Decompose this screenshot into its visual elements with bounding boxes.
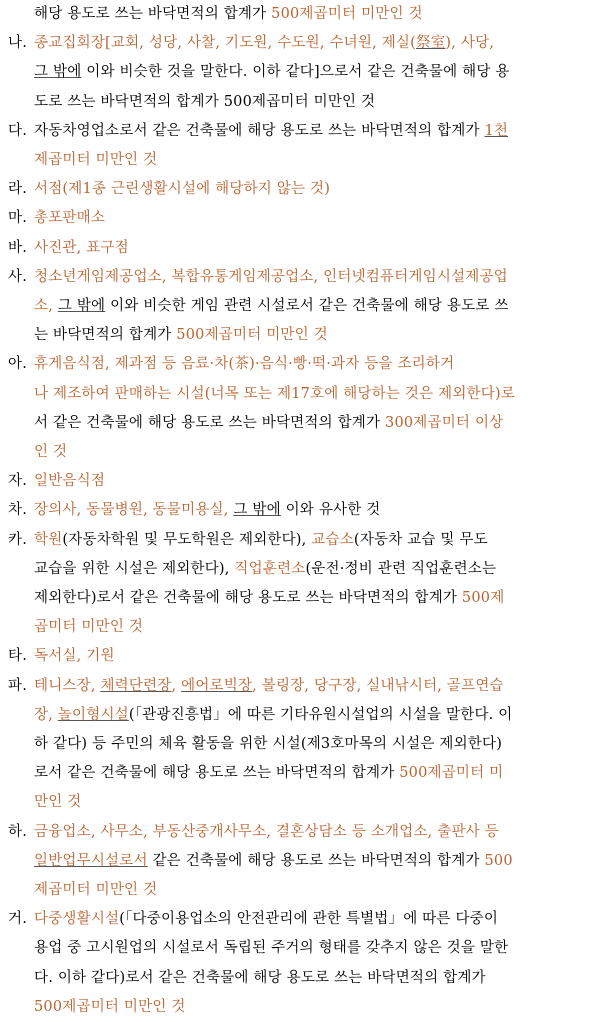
item-marker: 사. bbox=[8, 268, 28, 285]
item-marker: 마. bbox=[8, 210, 28, 227]
document-line bbox=[0, 934, 613, 963]
amended-text: ), 사당, bbox=[445, 35, 495, 52]
document-line bbox=[0, 788, 613, 817]
amended-text: 만인 것 bbox=[34, 794, 82, 811]
amended-text: 나 제조하여 판매하는 시설(너목 또는 제17호에 해당하는 것은 제외한다)로 bbox=[34, 385, 516, 402]
item-marker: 바. bbox=[8, 239, 28, 256]
line-text bbox=[34, 234, 129, 263]
document-line bbox=[0, 818, 613, 847]
body-text: 서 같은 건축물에 해당 용도로 쓰는 바닥면적의 합계가 bbox=[34, 414, 386, 431]
document-line bbox=[0, 642, 613, 671]
document-line bbox=[0, 321, 613, 350]
line-text bbox=[34, 526, 488, 555]
line-text bbox=[34, 350, 454, 379]
document-line bbox=[0, 409, 613, 438]
line-text bbox=[34, 672, 504, 701]
line-text bbox=[34, 584, 504, 613]
amended-text: 소, bbox=[34, 298, 58, 314]
line-text bbox=[34, 321, 328, 350]
amended-text: 종교집회장[교회, 성당, 사찰, 기도원, 수도원, 수녀원, 제실( bbox=[34, 35, 416, 52]
line-text bbox=[34, 263, 508, 292]
amended-text: 500제곱미터 미만인 것 bbox=[34, 998, 186, 1015]
line-text bbox=[34, 818, 499, 847]
body-text: (자동차 교습 및 무도 bbox=[353, 531, 488, 548]
line-text bbox=[34, 701, 513, 730]
document-line bbox=[0, 467, 613, 496]
amended-text: 다중생활시설 bbox=[34, 911, 120, 928]
body-text: 자동차영업소로서 같은 건축물에 해당 용도로 쓰는 바닥면적의 합계가 bbox=[34, 122, 485, 139]
amended-text: 1천 bbox=[484, 122, 509, 139]
amended-text: 금융업소, 사무소, 부동산중개사무소, 결혼상담소 등 소개업소, 출판사 등 bbox=[34, 823, 499, 840]
amended-text: 체력단련장 bbox=[100, 677, 172, 694]
amended-text: 청소년게임제공업소, 복합유통게임제공업소, 인터넷컴퓨터게임시설제공업 bbox=[34, 268, 508, 285]
amended-text: 500 bbox=[484, 852, 513, 869]
body-text: 이와 유사한 것 bbox=[280, 502, 381, 519]
amended-text: 300제곱미터 이상 bbox=[385, 414, 504, 431]
document-line bbox=[0, 876, 613, 905]
amended-text: 곱미터 미만인 것 bbox=[34, 619, 144, 636]
item-marker: 나. bbox=[8, 35, 28, 52]
amended-text: 장, bbox=[34, 706, 58, 723]
document-line bbox=[0, 204, 613, 233]
amended-text: 놀이형시설 bbox=[57, 706, 129, 723]
document-line bbox=[0, 263, 613, 292]
line-text bbox=[34, 380, 515, 409]
line-text bbox=[34, 292, 509, 321]
line-text bbox=[34, 730, 502, 759]
line-text bbox=[34, 642, 115, 671]
amended-text: 500제곱미터 미만인 것 bbox=[176, 327, 328, 344]
body-text: 그 밖에 bbox=[57, 298, 106, 314]
item-marker: 카. bbox=[8, 531, 28, 548]
amended-text: 일반음식점 bbox=[34, 473, 106, 490]
line-text bbox=[34, 993, 186, 1022]
line-text bbox=[34, 117, 508, 146]
amended-text: 제곱미터 미만인 것 bbox=[34, 152, 158, 168]
body-text: 용업 중 고시원업의 시설로서 독립된 주거의 형태를 갖추지 않은 것을 말한 bbox=[34, 940, 509, 957]
document-line bbox=[0, 58, 613, 87]
amended-text: 인 것 bbox=[34, 444, 68, 460]
amended-text: 직업훈련소 bbox=[234, 560, 306, 577]
line-text bbox=[34, 175, 330, 204]
line-text bbox=[34, 409, 503, 438]
line-text bbox=[34, 847, 513, 876]
item-marker: 차. bbox=[8, 502, 28, 519]
body-text: 다. 이하 같다)로서 같은 건축물에 해당 용도로 쓰는 바닥면적의 합계가 bbox=[34, 969, 486, 986]
body-text: 하 같다) 등 주민의 체육 활동을 위한 시설(제3호마목의 시설은 제외한다) bbox=[34, 736, 503, 752]
body-text: 이와 비슷한 것을 말한다. 이하 같다]으로서 같은 건축물에 해당 용 bbox=[81, 64, 510, 81]
item-marker: 라. bbox=[8, 181, 28, 198]
amended-text: 테니스장, bbox=[34, 677, 101, 694]
body-text: 그 밖에 bbox=[34, 64, 82, 81]
line-text bbox=[34, 934, 508, 963]
item-marker: 파. bbox=[8, 677, 28, 694]
amended-text: 학원 bbox=[34, 531, 63, 548]
body-text: 교습을 위한 시설은 제외한다), bbox=[34, 560, 235, 577]
amended-text: 장의사, 동물병원, 동물미용실, bbox=[34, 502, 234, 519]
line-text bbox=[34, 905, 498, 934]
line-text bbox=[34, 759, 503, 788]
document-line bbox=[0, 117, 613, 146]
line-text bbox=[34, 876, 157, 905]
document-line bbox=[0, 146, 613, 175]
line-text bbox=[34, 438, 67, 467]
document-line bbox=[0, 380, 613, 409]
amended-text: 제곱미터 미만인 것 bbox=[34, 882, 158, 898]
amended-text: , bbox=[171, 677, 182, 694]
amended-text: 일반업무시설로서 bbox=[34, 852, 148, 869]
document-line bbox=[0, 175, 613, 204]
amended-text: 총포판매소 bbox=[34, 210, 106, 227]
document-line bbox=[0, 88, 613, 117]
document-line bbox=[0, 847, 613, 876]
item-marker: 타. bbox=[8, 648, 28, 665]
document-line bbox=[0, 555, 613, 584]
line-text bbox=[34, 964, 486, 993]
document-line bbox=[0, 29, 613, 58]
document-line bbox=[0, 350, 613, 379]
line-text bbox=[34, 613, 143, 642]
document-line bbox=[0, 234, 613, 263]
body-text: 그 밖에 bbox=[233, 502, 281, 519]
document-line bbox=[0, 964, 613, 993]
document-line bbox=[0, 292, 613, 321]
amended-text: 휴게음식점, 제과점 등 음료·차(茶)·음식·빵·떡·과자 등을 조리하거 bbox=[34, 356, 455, 373]
document-line bbox=[0, 993, 613, 1022]
document-line bbox=[0, 496, 613, 525]
amended-text: 서점(제1종 근린생활시설에 해당하지 않는 것) bbox=[34, 181, 331, 198]
line-text bbox=[34, 146, 157, 175]
document-line bbox=[0, 730, 613, 759]
body-text: 해당 용도로 쓰는 바닥면적의 합계가 bbox=[34, 6, 272, 22]
body-text: 로서 같은 건축물에 해당 용도로 쓰는 바닥면적의 합계가 bbox=[34, 765, 400, 782]
line-text bbox=[34, 29, 494, 58]
document-line bbox=[0, 584, 613, 613]
item-marker: 자. bbox=[8, 473, 28, 490]
item-marker: 아. bbox=[8, 356, 28, 373]
document-line bbox=[0, 0, 613, 29]
amended-text: 500제곱미터 미만인 것 bbox=[271, 6, 423, 22]
body-text: 이와 비슷한 게임 관련 시설로서 같은 건축물에 해당 용도로 쓰 bbox=[105, 298, 509, 314]
amended-text: 독서실, 기원 bbox=[34, 648, 115, 665]
amended-text: 에어로빅장 bbox=[181, 677, 253, 694]
amended-text: 사진관, 표구점 bbox=[34, 239, 129, 256]
document-line bbox=[0, 613, 613, 642]
body-text: 도로 쓰는 바닥면적의 합계가 500제곱미터 미만인 것 bbox=[34, 93, 376, 110]
line-text bbox=[34, 0, 423, 29]
body-text: 같은 건축물에 해당 용도로 쓰는 바닥면적의 합계가 bbox=[147, 852, 485, 869]
line-text bbox=[34, 58, 510, 87]
document-line bbox=[0, 526, 613, 555]
amended-text: 500제곱미터 미 bbox=[399, 765, 504, 782]
document-line bbox=[0, 438, 613, 467]
amended-text: , 볼링장, 당구장, 실내낚시터, 골프연습 bbox=[252, 677, 504, 694]
line-text bbox=[34, 204, 105, 233]
body-text: 제외한다)로서 같은 건축물에 해당 용도로 쓰는 바닥면적의 합계가 bbox=[34, 590, 462, 606]
body-text: (「관광진흥법」에 따른 기타유원시설업의 시설을 말한다. 이 bbox=[128, 706, 513, 723]
body-text: (운전·정비 관련 직업훈련소는 bbox=[305, 560, 497, 577]
amended-text: 500제 bbox=[461, 590, 505, 606]
document-line bbox=[0, 701, 613, 730]
item-marker: 다. bbox=[8, 122, 28, 139]
body-text: (「다중이용업소의 안전관리에 관한 특별법」에 따른 다중이 bbox=[119, 911, 499, 928]
body-text: 는 바닥면적의 합계가 bbox=[34, 327, 177, 344]
document-line bbox=[0, 759, 613, 788]
document-line bbox=[0, 905, 613, 934]
item-marker: 거. bbox=[8, 911, 28, 928]
amended-text: 교습소 bbox=[311, 531, 354, 548]
line-text bbox=[34, 788, 81, 817]
document-line bbox=[0, 672, 613, 701]
line-text bbox=[34, 88, 375, 117]
amended-text: 祭室 bbox=[415, 35, 446, 52]
line-text bbox=[34, 555, 496, 584]
line-text bbox=[34, 467, 105, 496]
body-text: (자동차학원 및 무도학원은 제외한다), bbox=[62, 531, 312, 548]
line-text bbox=[34, 496, 380, 525]
item-marker: 하. bbox=[8, 823, 28, 840]
